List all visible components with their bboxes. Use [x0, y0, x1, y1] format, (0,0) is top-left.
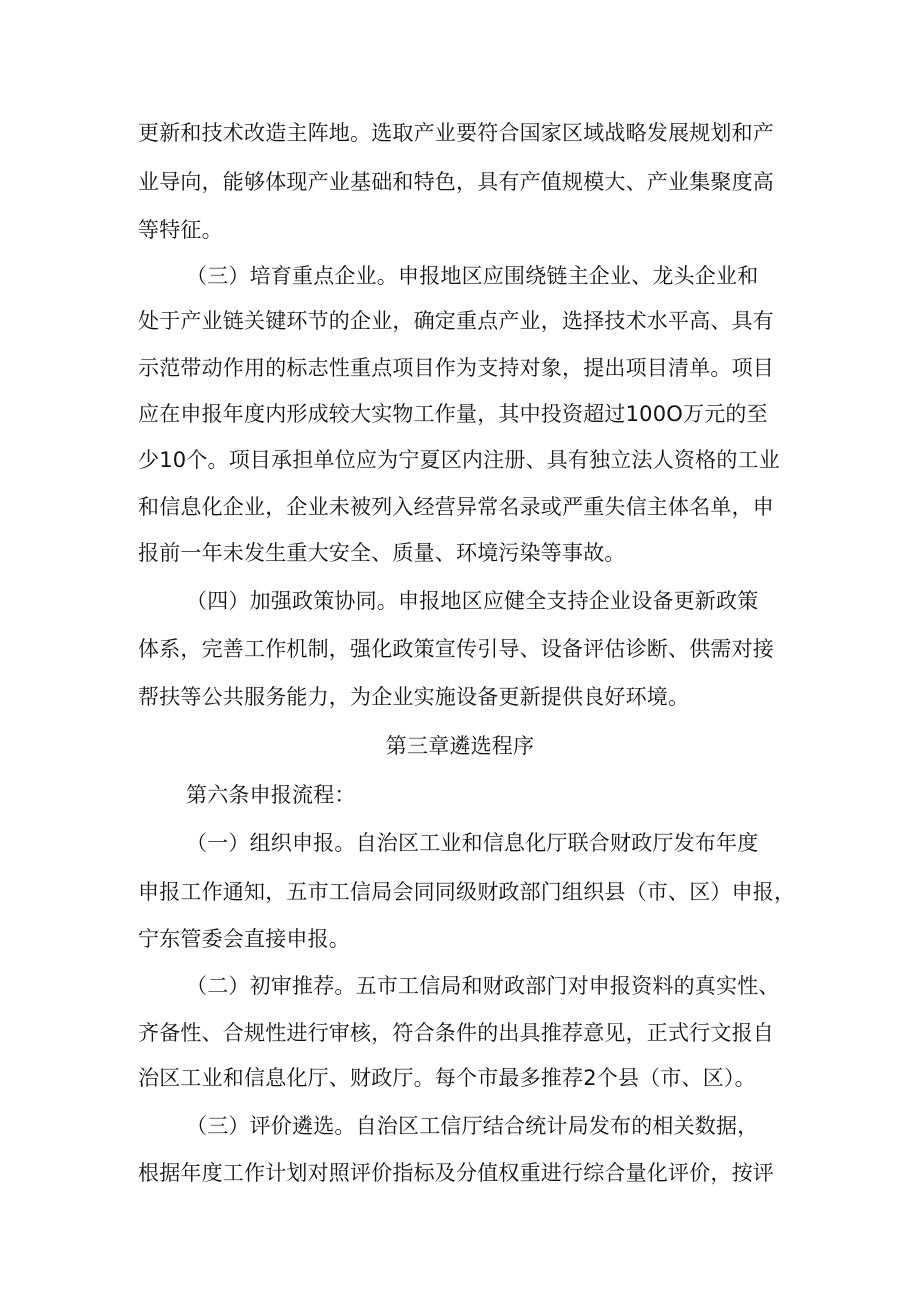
paragraph-line: 宁东管委会直接申报。 [138, 927, 350, 951]
paragraph-line: （一）组织申报。自治区工业和信息化厅联合财政厅发布年度 [186, 831, 759, 855]
paragraph-line: 申报工作通知，五市工信局会同同级财政部门组织县（市、区）申报， [138, 880, 796, 904]
paragraph-line: 业导向，能够体现产业基础和特色，具有产值规模大、产业集聚度高 [138, 170, 774, 194]
paragraph-line: 示范带动作用的标志性重点项目作为支持对象，提出项目清单。项目 [138, 356, 774, 380]
paragraph-line: 等特征。 [138, 218, 223, 242]
paragraph-line: （三）培育重点企业。申报地区应围绕链主企业、龙头企业和 [186, 264, 759, 288]
paragraph-line: 帮扶等公共服务能力，为企业实施设备更新提供良好环境。 [138, 685, 690, 709]
paragraph-line: 应在申报年度内形成较大实物工作量，其中投资超过100O万元的至 [138, 402, 768, 426]
paragraph-line: 齐备性、合规性进行审核，符合条件的出具推荐意见，正式行文报自 [138, 1021, 774, 1045]
article-heading: 第六条申报流程： [186, 783, 356, 807]
paragraph-line: 报前一年未发生重大安全、质量、环境污染等事故。 [138, 541, 626, 565]
paragraph-line: 少10个。项目承担单位应为宁夏区内注册、具有独立法人资格的工业 [138, 448, 780, 472]
paragraph-line: 体系，完善工作机制，强化政策宣传引导、设备评估诊断、供需对接 [138, 637, 774, 661]
paragraph-line: 处于产业链关键环节的企业，确定重点产业，选择技术水平高、具有 [138, 309, 774, 333]
paragraph-line: 治区工业和信息化厅、财政厅。每个市最多推荐2个县（市、区）。 [138, 1066, 756, 1090]
paragraph-line: （二）初审推荐。五市工信局和财政部门对申报资料的真实性、 [186, 974, 780, 998]
paragraph-line: 和信息化企业，企业未被列入经营异常名录或严重失信主体名单，申 [138, 495, 774, 519]
chapter-heading: 第三章遴选程序 [385, 734, 535, 758]
paragraph-line: 根据年度工作计划对照评价指标及分值权重进行综合量化评价，按评 [138, 1161, 774, 1185]
paragraph-line: （三）评价遴选。自治区工信厅结合统计局发布的相关数据， [186, 1114, 759, 1138]
paragraph-line: 更新和技术改造主阵地。选取产业要符合国家区域战略发展规划和产 [138, 121, 774, 145]
paragraph-line: （四）加强政策协同。申报地区应健全支持企业设备更新政策 [186, 589, 759, 613]
